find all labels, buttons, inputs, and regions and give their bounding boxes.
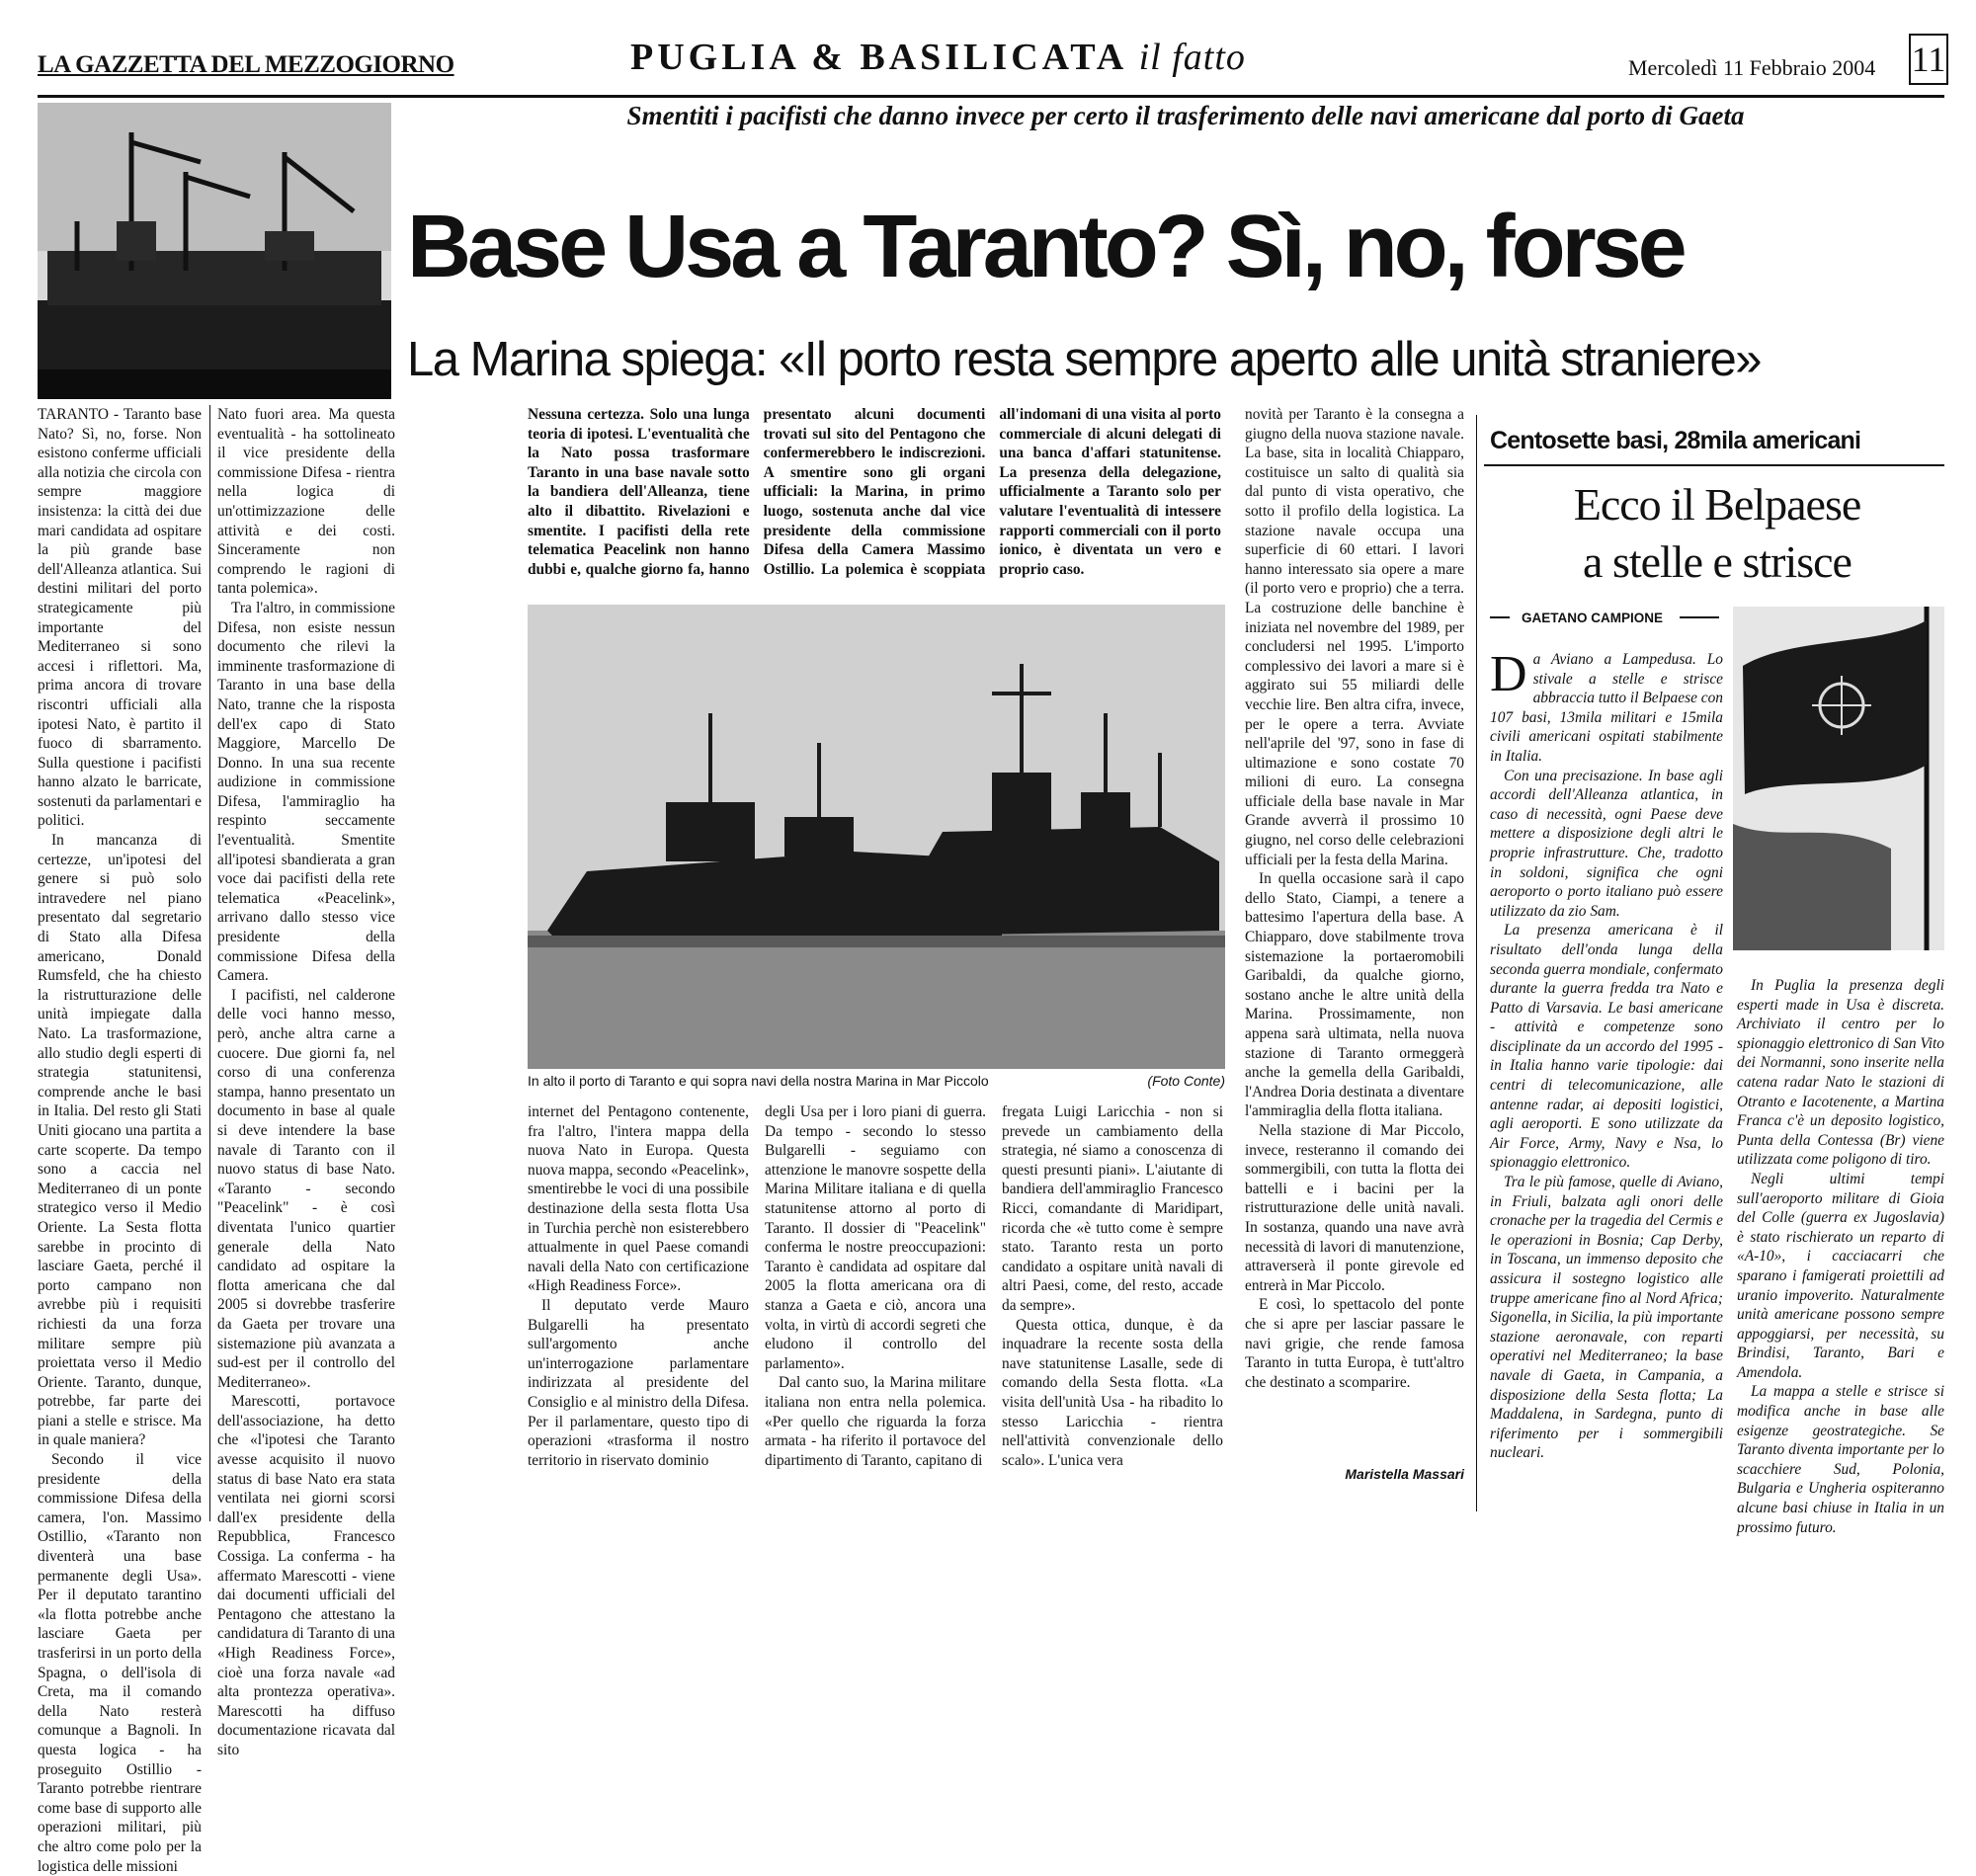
- article-column-6: [1245, 405, 1464, 1462]
- nato-flag-image: [1733, 607, 1944, 950]
- column-divider: [209, 405, 210, 1521]
- paragraph: fregata Luigi Laricchia - non si prevede un cambiamento della strategia, né siamo a conoscenza di questi presunti piani». L'aiutante di bandiera dell'ammiraglio Francesco Ricci, comandante di Maridipart, ricorda che «è tutto come è sempre stato. Taranto resta un porto candidato a ospitare unità navali di altri Paesi, come, del resto, accade da sempre».: [1002, 1103, 1223, 1314]
- paragraph: Tra le più famose, quelle di Aviano, in Friuli, balzata agli onori delle cronache per la tragedia del Cermis e le operazioni in Bosnia; Cap Derby, in Toscana, un immenso deposito che assicura il sostegno logistico alle truppe americane fino al Nord Africa; Sigonella, in Sicilia, la più importante stazione aeronavale, con reparti operativi nel Mediterraneo; la base navale di Gaeta, in Campania, a disposizione della Sesta flotta; La Maddalena, in Sardegna, punto di riferimento per i sommergibili nucleari.: [1490, 1174, 1723, 1462]
- paragraph: Il deputato verde Mauro Bulgarelli ha presentato sull'argomento anche un'interrogazione parlamentare indirizzata al presidente del Consiglio e al ministro della Difesa. Per il parlamentare, questo tipo di operazioni «trasforma il nostro territorio in riservato dominio: [528, 1296, 749, 1469]
- paragraph: Marescotti, portavoce dell'associazione, ha detto che «l'ipotesi che Taranto avesse acquisito il nuovo status di base Nato era stata ventilata nei giorni scorsi dall'ex presidente della Repubblica, Francesco Cossiga. La conferma - ha affermato Marescotti - viene dai documenti ufficiali del Pentagono che attestano la candidatura di Taranto di una «High Readiness Force», cioè una forza navale «ad alta prontezza operativa». Marescotti ha diffuso documentazione ricavata dal sito: [217, 1393, 395, 1758]
- section-tag: il fatto: [1138, 37, 1246, 78]
- article-column-4: [765, 1102, 986, 1523]
- article-kicker: Smentiti i pacifisti che danno invece per certo il trasferimento delle navi americane dal porto di Gaeta: [626, 101, 1745, 130]
- article-subheadline: La Marina spiega: «Il porto resta sempre aperto alle unità straniere»: [407, 333, 1762, 386]
- paragraph: Secondo il vice presidente della commissione Difesa della camera, l'on. Massimo Ostillio, «Taranto non diventerà una base permanente degli Usa». Per il deputato tarantino «la flotta potrebbe anche lasciare Gaeta per trasferirsi in un porto della Spagna, o dell'isola di Creta, ma il comando della Nato resterà comunque a Bagnoli. In questa logica - ha proseguito Ostillio - Taranto potrebbe rientrare come base di supporto alle operazioni militari, più che altro come polo per la logistica delle missioni: [38, 1451, 202, 1875]
- sidebar-label: Centosette basi, 28mila americani: [1490, 427, 1861, 454]
- paragraph: Dal canto suo, la Marina militare italiana non entra nella polemica. «Per quello che riguarda la forza armata - ha riferito il portavoce del dipartimento di Taranto, capitano di: [765, 1374, 986, 1469]
- article-column-1: [38, 405, 202, 1875]
- article-lead: [528, 405, 1221, 595]
- paragraph: Con una precisazione. In base agli accordi dell'Alleanza atlantica, in caso di necessità, ogni Paese deve mettere a disposizione degli altri le proprie infrastrutture. Che, tradotto in soldoni, significa che ogni aeroporto o porto italiano può essere utilizzato da zio Sam.: [1490, 767, 1723, 920]
- nato-flag-photo: [1733, 607, 1944, 950]
- paragraph: In quella occasione sarà il capo dello Stato, Ciampi, a tenere a battesimo l'apertura della base. A Chiapparo, dove stabilmente trova sistemazione la portaeromobili Garibaldi, da qualche giorno, sostano anche le altre unità della Marina. Prossimamente, non appena sarà ultimata, nella nuova stazione di Taranto ormeggerà anche la gemella della Garibaldi, l'Andrea Doria destinata a diventare l'ammiraglia della flotta italiana.: [1245, 870, 1464, 1120]
- photo-credit: (Foto Conte): [1147, 1073, 1225, 1089]
- port-cranes-image: [38, 103, 391, 399]
- paragraph: a Aviano a Lampedusa. Lo stivale a stelle e strisce abbraccia tutto il Belpaese con 107 basi, 13mila militari e 15mila civili americani ospitati stabilmente in Italia.: [1490, 651, 1723, 765]
- sidebar-column-2: [1737, 976, 1944, 1536]
- paragraph: In Puglia la presenza degli esperti made in Usa è discreta. Archiviato il centro per lo spionaggio elettronico di San Vito dei Normanni, sono inserite nella catena radar Nato le stazioni di Otranto e Iacotenente, a Martina Franca c'è un deposito logistico, Punta della Contessa (Br) viene utilizzata come poligono di tiro.: [1737, 977, 1944, 1169]
- section-title: [630, 36, 1246, 79]
- caption-text: In alto il porto di Taranto e qui sopra navi della nostra Marina in Mar Piccolo: [528, 1073, 989, 1089]
- sidebar-headline: [1490, 476, 1944, 591]
- paragraph: degli Usa per i loro piani di guerra. Da tempo - secondo lo stesso Bulgarelli - seguiamo con attenzione le manovre sospette della Marina Militare italiana e di quella statunitense attorno al porto di Taranto. Il dossier di "Peacelink" conferma le nostre preoccupazioni: Taranto è candidata ad ospitare dal 2005 la flotta americana ora di stanza a Gaeta e ciò, ancora una volta, in virtù di accordi segreti che eludono il controllo del parlamento».: [765, 1103, 986, 1372]
- author-rule-left: [1490, 616, 1510, 618]
- sidebar-author: GAETANO CAMPIONE: [1522, 611, 1664, 625]
- paragraph: TARANTO - Taranto base Nato? Sì, no, forse. Non esistono conferme ufficiali alla notizia che circola con sempre maggiore insistenza: la città dei due mari candidata ad ospitare la più grande base dell'Alleanza atlantica. Sui destini militari del porto strategicamente più importante del Mediterraneo si sono accesi i riflettori. Ma, prima ancora di trovare riscontri ufficiali alla ipotesi Nato, è partito il fuoco di sbarramento. Sulla questione i pacifisti hanno alzato le barricate, sostenuti da parlamentari e politici.: [38, 406, 202, 830]
- paragraph: Tra l'altro, in commissione Difesa, non esiste nessun documento che rilevi la imminente trasformazione di Taranto in una base della Nato, tranne che la risposta dell'ex capo di Stato Maggiore, Marcello De Donno. In una sua recente audizione in commissione Difesa, l'ammiraglio ha respinto seccamente l'eventualità. Smentite all'ipotesi sbandierata a gran voce dai pacifisti della rete telematica «Peacelink», arrivano dallo stesso vice presidente della commissione Difesa della Camera.: [217, 599, 395, 985]
- paragraph: Negli ultimi tempi sull'aeroporto militare di Gioia del Colle (guerra ex Jugoslavia) è stato rischierato un reparto di «A-10», i cacciacarri che sparano i famigerati proiettili ad uranio impoverito. Naturalmente unità americane possono sempre appoggiarsi, per necessità, su Brindisi, Taranto, Bari e Amendola.: [1737, 1170, 1944, 1381]
- article-column-3: [528, 1102, 749, 1523]
- paragraph: I pacifisti, nel calderone delle voci hanno messo, però, anche altra carne a cuocere. Due giorni fa, nel corso di una conferenza stampa, hanno presentato un documento in base al quale si deve intendere la base navale di Taranto con il nuovo status di base Nato. «Taranto - secondo "Peacelink" - è così diventata l'unico quartier generale della Nato candidato ad ospitare la flotta americana che dal 2005 si dovrebbe trasferire da Gaeta per trovare una sistemazione più avanzata a sud-est per il controllo del Mediterraneo».: [217, 986, 395, 1391]
- sidebar-label-rule: [1484, 464, 1944, 466]
- paragraph: Nato fuori area. Ma questa eventualità - ha sottolineato il vice presidente della commissione Difesa - rientra nella logica di un'ottimizzazione delle attività e dei costi. Sinceramente non comprendo le ragioni di tanta polemica».: [217, 406, 395, 598]
- paragraph: Nella stazione di Mar Piccolo, invece, resteranno il comando dei sommergibili, con tutta la flotta dei battelli e i bacini per la ristrutturazione delle unità navali. In sostanza, quando una nave avrà necessità di lavori di manutenzione, attraverserà il ponte girevole ed entrerà in Mar Piccolo.: [1245, 1121, 1464, 1294]
- paragraph: La mappa a stelle e strisce si modifica anche in base alle esigenze geostrategiche. Se Taranto diventa importante per lo scacchiere Sud, Polonia, Bulgaria e Ungheria ospiteranno alcune basi chiuse in Italia in un prossimo futuro.: [1737, 1383, 1944, 1536]
- sidebar-headline-line-2: a stelle e strisce: [1583, 536, 1852, 587]
- lead-paragraph: Nessuna certezza. Solo una lunga teoria di ipotesi. L'eventualità che la Nato possa trasformare Taranto in una base navale sotto la bandiera dell'Alleanza, tiene alto il dibattito. Rivelazioni e smentite. I pacifisti della rete telematica Peacelink non hanno dubbi e, qualche giorno fa, hanno presentato alcuni documenti trovati sul sito del Pentagono che confermerebbero le indiscrezioni. A smentire sono gli organi ufficiali: la Marina, in primo luogo, sostenuta anche dal vice presidente della commissione Difesa della Camera Massimo Ostillio. La polemica è scoppiata all'indomani di una visita al porto commerciale di alcuni delegati di una banca d'affari statunitense. La presenza della delegazione, ufficialmente a Taranto solo per valutare l'eventualità di intessere rapporti commerciali con il porto ionico, è diventata un vero e proprio caso.: [528, 406, 1221, 578]
- paragraph: In mancanza di certezze, un'ipotesi del genere si può solo intravedere nel piano presentato dal segretario di Stato alla Difesa americano, Donald Rumsfeld, che ha chiesto la ristrutturazione delle unità impiegate dalla Nato. La trasformazione, allo studio degli esperti di strategia statunitensi, comprende anche le basi in Italia. Del resto gli Stati Uniti giocano una partita a carte scoperte. Da tempo sono a caccia nel Mediterraneo di un ponte strategico verso il Medio Oriente. La Sesta flotta sarebbe in procinto di lasciare Gaeta, perché il porto campano non avrebbe più i requisiti richiesti da una forza militare sempre più proiettata verso il Medio Oriente. Taranto, dunque, potrebbe, far parte dei piani a stelle e strisce. Ma in quale maniera?: [38, 832, 202, 1449]
- sidebar-divider: [1476, 415, 1477, 1511]
- paragraph: Questa ottica, dunque, è da inquadrare la recente sosta della nave statunitense Lasalle, sede di comando della Sesta flotta. «La visita dell'unità Usa - ha ribadito lo stesso Laricchia - rientra nell'attività convenzionale dello scalo». L'unica vera: [1002, 1316, 1223, 1469]
- paragraph: La presenza americana è il risultato dell'onda lunga della seconda guerra mondiale, confermato durante la guerra fredda tra Nato e Patto di Varsavia. Le basi americane - attività e competenze sono disciplinate da un accordo del 1995 - in Italia hanno varie tipologie: dai centri di telecomunicazione, alle antenne radar, ai depositi logistici, agli aeroporti. E sono utilizzate da Air Force, Army, Navy e Nsa, lo spionaggio elettronico.: [1490, 922, 1723, 1172]
- section-name: PUGLIA & BASILICATA: [630, 37, 1126, 78]
- article-byline: Maristella Massari: [1345, 1466, 1464, 1482]
- article-headline: Base Usa a Taranto? Sì, no, forse: [407, 198, 1684, 296]
- photo-caption: [528, 1073, 1225, 1089]
- sidebar-column-1: [1490, 646, 1723, 1519]
- paragraph: E così, lo spettacolo del ponte che si apre per lasciar passare le navi grigie, che rende famosa Taranto in tutta Europa, è tutt'altro che destinato a scomparire.: [1245, 1296, 1464, 1391]
- issue-date: Mercoledì 11 Febbraio 2004: [1628, 55, 1876, 80]
- masthead: [38, 34, 1944, 98]
- author-rule-right: [1680, 616, 1719, 618]
- drop-cap: D: [1490, 646, 1527, 702]
- sidebar-headline-line-1: Ecco il Belpaese: [1573, 479, 1861, 530]
- newspaper-name: LA GAZZETTA DEL MEZZOGIORNO: [38, 51, 454, 78]
- page-number: 11: [1909, 34, 1948, 85]
- navy-ships-image: [528, 605, 1225, 1069]
- paragraph: novità per Taranto è la consegna a giugno della nuova stazione navale. La base, sita in località Chiapparo, costituisce un salto di qualità sia dal punto di vista operativo, che sotto il profilo della logistica. La stazione navale occupa una superficie di 60 ettari. I lavori hanno interessato sia opere a mare (il porto vero e proprio) che a terra. La costruzione delle banchine è iniziata nel novembre del 1989, per concludersi nel 1995. L'importo complessivo dei lavori a mare si è aggirato sui 55 miliardi delle vecchie lire. Ben altra cifra, invece, per le opere a terra. Avviate nell'aprile del '97, sono in fase di ultimazione e sono costate 70 milioni di euro. La consegna ufficiale della base navale in Mar Grande avverrà il prossimo 10 giugno, nel corso delle celebrazioni ufficiali per la festa della Marina.: [1245, 406, 1464, 868]
- navy-ships-photo: [528, 605, 1225, 1069]
- article-column-2: [217, 405, 395, 1758]
- port-photo: [38, 103, 391, 399]
- article-column-5: [1002, 1102, 1223, 1523]
- paragraph: internet del Pentagono contenente, fra l'altro, l'intera mappa della nuova Nato in Europa. Questa nuova mappa, secondo «Peacelink», smentirebbe le voci di una possibile destinazione della sesta flotta Usa in Turchia perchè non esisterebbero attualmente in quel Paese comandi navali della Nato con certificazione «High Readiness Force».: [528, 1103, 749, 1295]
